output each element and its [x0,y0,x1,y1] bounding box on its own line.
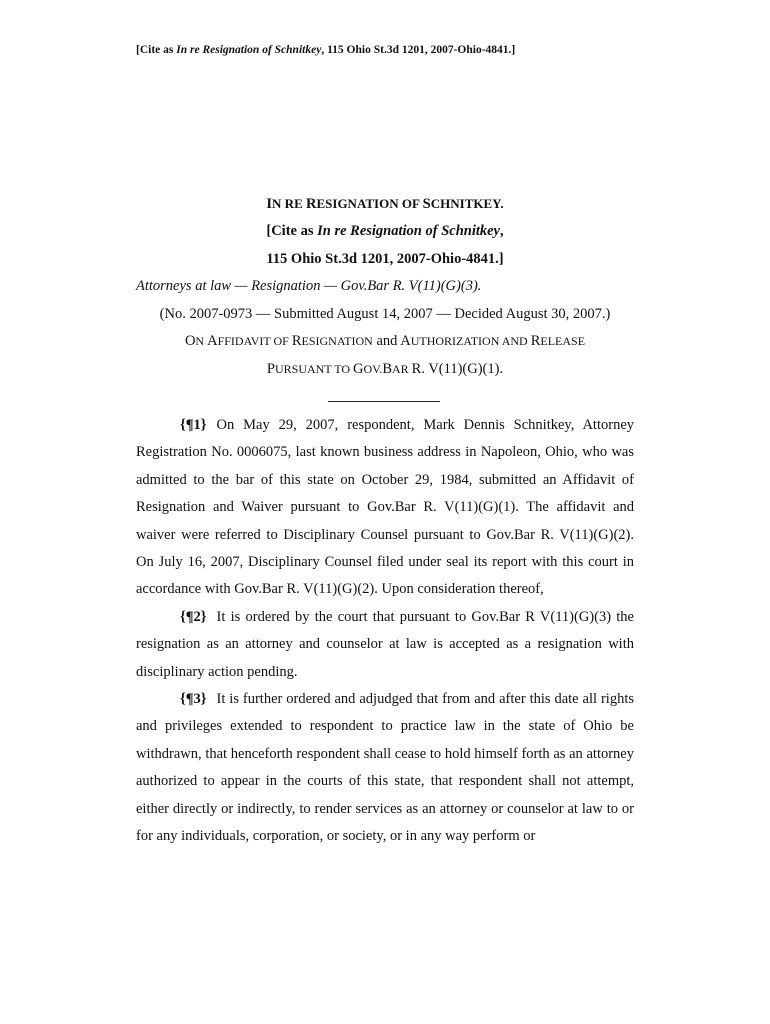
citation-line-1 [0,223,770,240]
citation-comma: , [500,223,504,239]
proc-cap-o: O [184,333,196,349]
paragraph-2 [136,604,634,686]
paragraph-text: On May 29, 2007, respondent, Mark Dennis Schnitkey, Attorney Registration No. 0006075, last known business address in Napoleon, Ohio, who was admitted to the bar of this state on October 29, 1984, submitted an Affidavit of Resignation and Waiver pursuant to Gov.Bar R. V(11)(G)(1). The affidavit and waiver were referred to Disciplinary Counsel pursuant to Gov.Bar R. V(11)(G)(2). On July 16, 2007, Disciplinary Counsel filed under seal its report with this court in accordance with Gov.Bar R. V(11)(G)(2). Upon consideration thereof, [136,417,634,598]
proc-cap-g: G [353,361,364,377]
proc2-part-b: OV. [363,362,383,376]
case-title-cap-s: S [422,196,431,212]
proc-and: and [372,333,401,349]
proc-part-b: FFIDAVIT OF [217,334,292,348]
opinion-body [136,412,634,851]
proc2-part-c: AR [391,362,412,376]
paragraph-text: It is ordered by the court that pursuant to Gov.Bar R V(11)(G)(3) the resignation as an attorney and counselor at law is accepted as a resignation with disciplinary action pending. [136,608,634,680]
paragraph-number: {¶1} [180,417,207,433]
citation-line-2: 115 Ohio St.3d 1201, 2007-Ohio-4841.] [266,251,504,267]
proc-cap-a: A [207,333,218,349]
proc-cap-p: P [266,361,275,377]
proc2-part-a: URSUANT TO [275,362,354,376]
separator-rule [328,401,440,402]
header-cite-case: In re Resignation of Schnitkey [176,44,322,56]
case-title-cap-i: I [266,196,273,212]
proc-part-c: ESIGNATION [301,334,373,348]
paragraph-1 [136,412,634,604]
proc-part-d: UTHORIZATION AND [410,334,531,348]
procedure-line-2 [0,361,770,378]
case-title-part-2: ESIGNATION OF [316,196,423,211]
case-title-part-3: CHNITKEY. [430,196,504,211]
running-header [136,44,636,56]
header-cite-prefix: [Cite as [136,44,177,56]
paragraph-3 [136,686,634,850]
case-title-part-1: N RE [272,196,306,211]
proc-cap-b: B [382,361,392,377]
header-cite-suffix: , 115 Ohio St.3d 1201, 2007-Ohio-4841.] [321,44,516,56]
proc-part-a: N [195,334,208,348]
proc2-rest: R. V(11)(G)(1). [411,361,504,377]
case-title-cap-r: R [306,196,317,212]
paragraph-text: It is further ordered and adjudged that from and after this date all rights and privileges extended to respondent to practice law in the state of Ohio be withdrawn, that henceforth respondent shall cease to hold himself forth as an attorney authorized to appear in the courts of this state, that respondent shall not attempt, either directly or indirectly, to render services as an attorney or counselor at law to or for any individuals, corporation, or society, or in any way perform or [136,691,634,845]
docket-line: (No. 2007-0973 — Submitted August 14, 2007 — Decided August 30, 2007.) [159,306,611,322]
paragraph-number: {¶3} [180,691,207,708]
proc-part-e: ELEASE [540,334,586,348]
proc-cap-r: R [291,333,302,349]
case-title [0,196,770,213]
citation-open: [Cite as [266,223,318,239]
proc-cap-r2: R [530,333,541,349]
paragraph-number: {¶2} [180,608,207,625]
citation-case-name: In re Resignation of Schnitkey [317,223,500,239]
procedure-line-1 [0,333,770,350]
headnote: Attorneys at law — Resignation — Gov.Bar R. V(11)(G)(3). [136,278,482,294]
proc-cap-a2: A [400,333,411,349]
